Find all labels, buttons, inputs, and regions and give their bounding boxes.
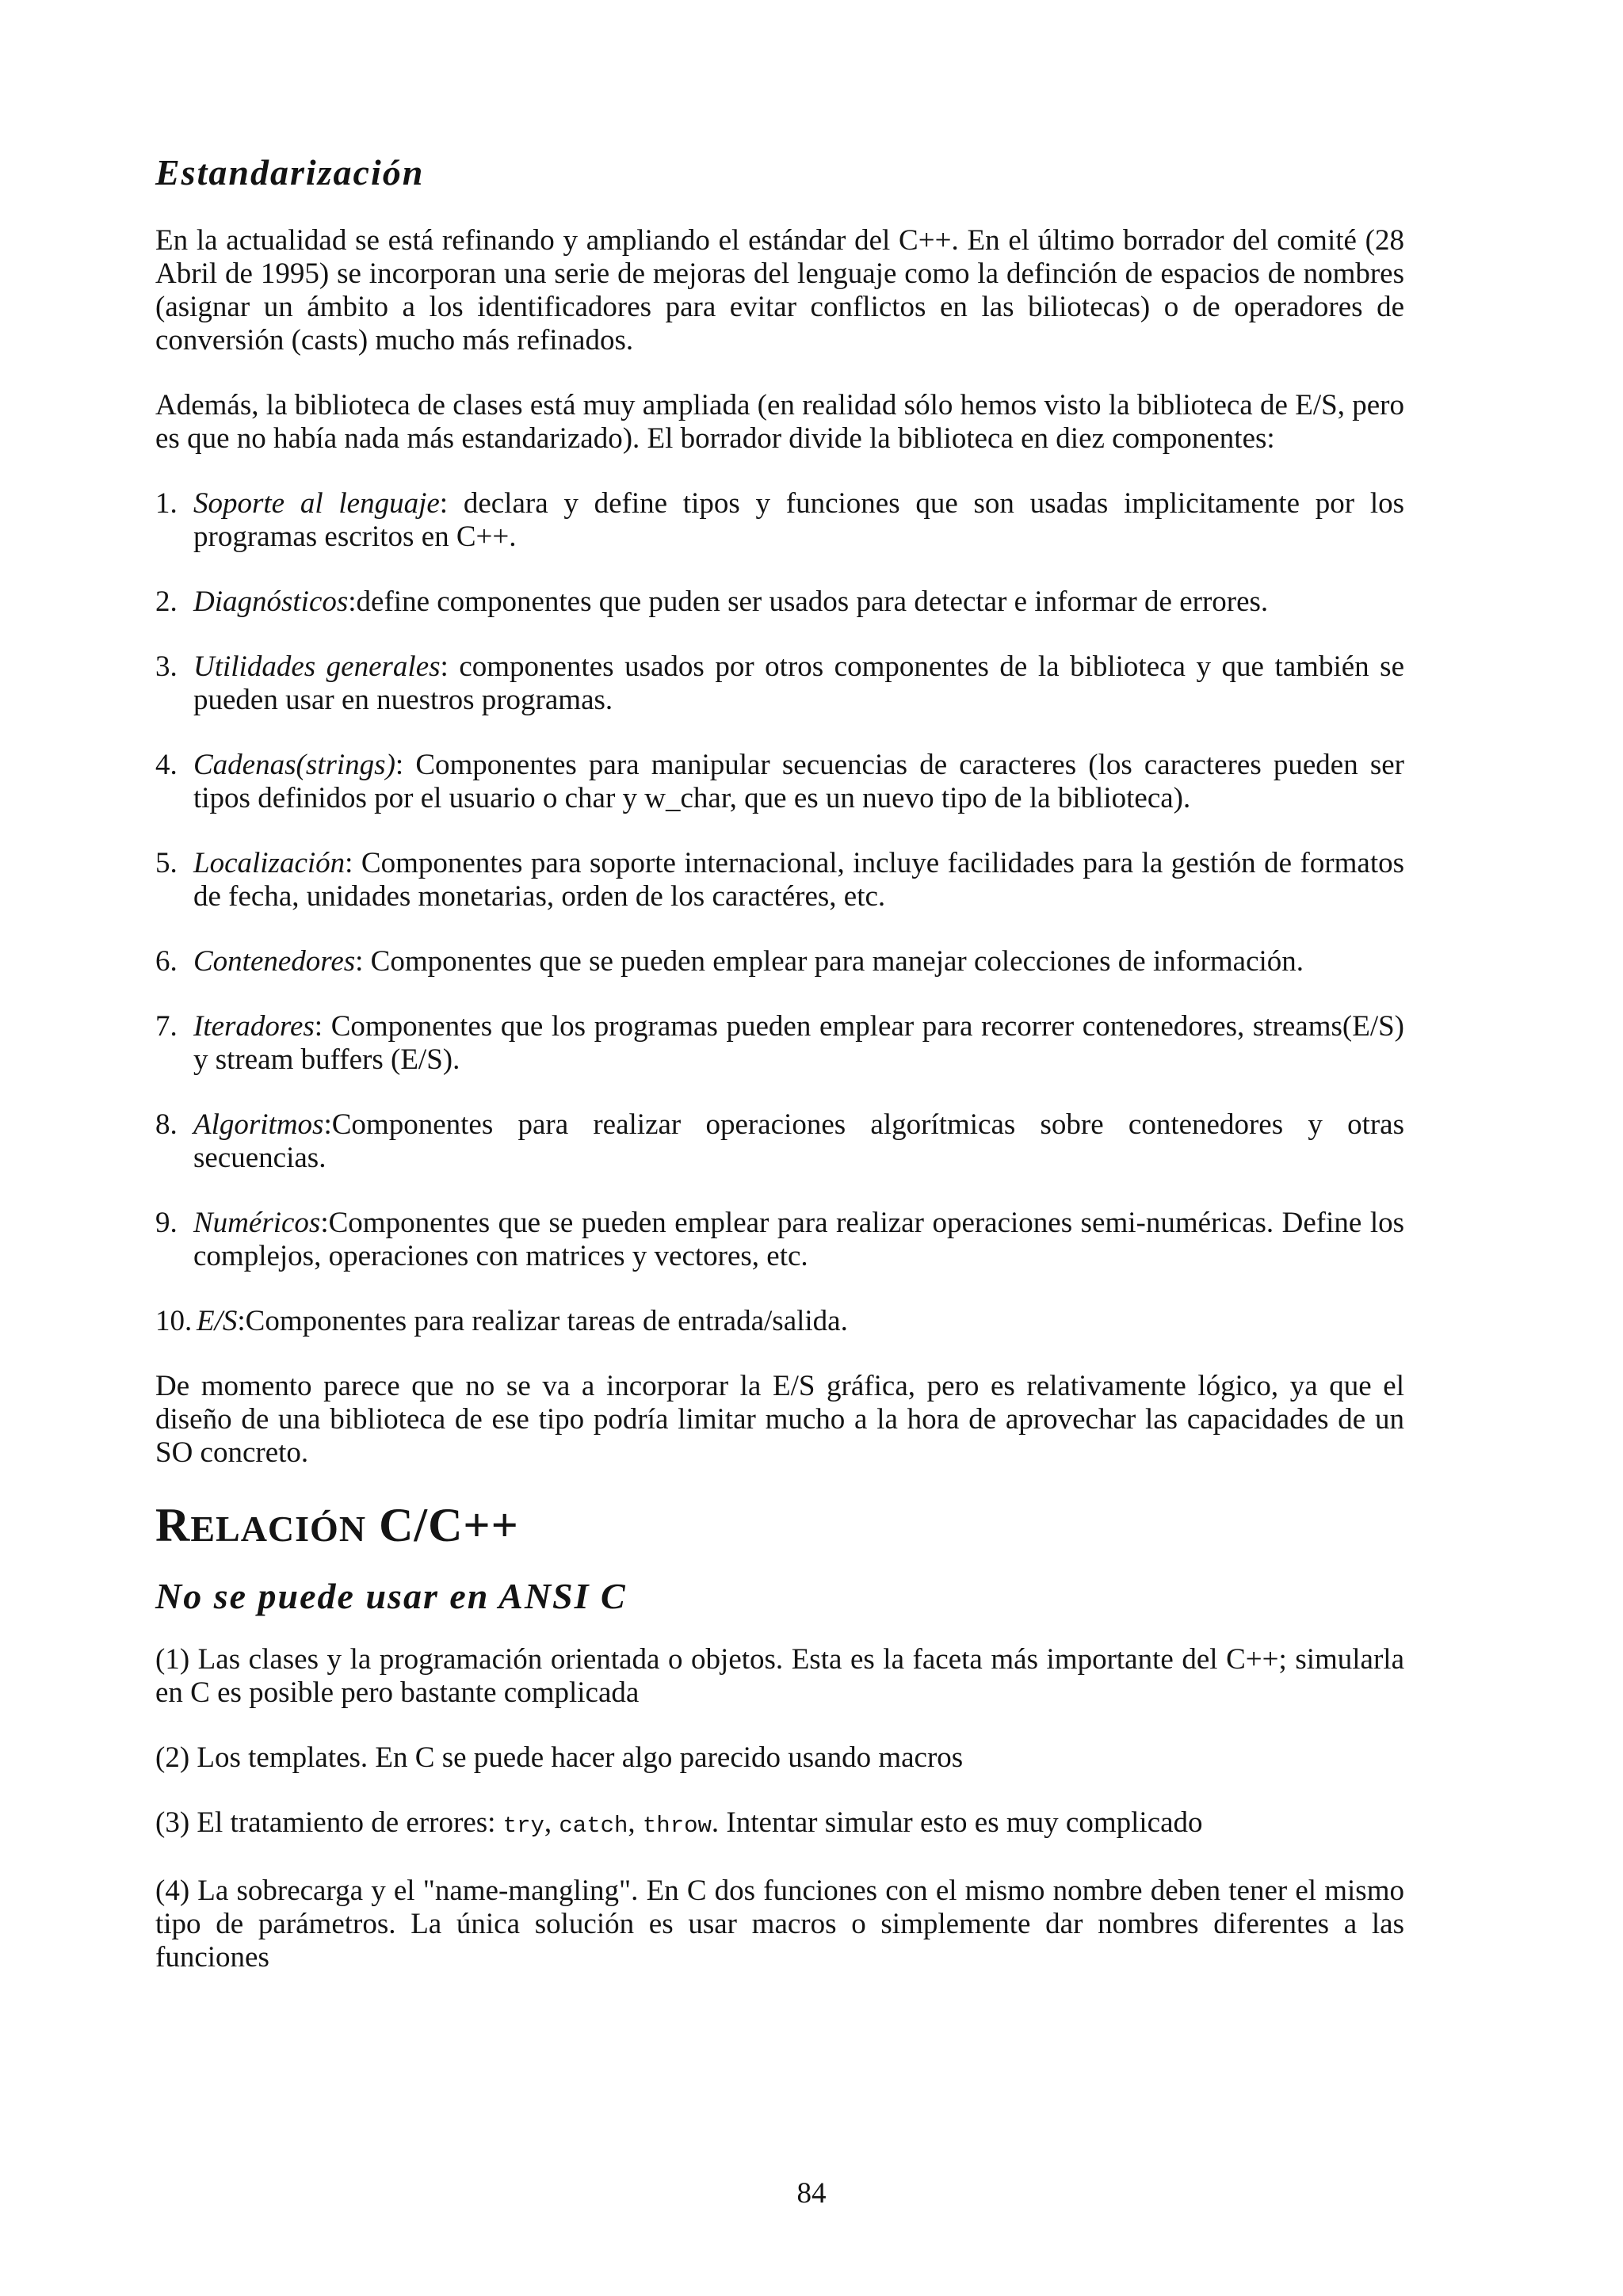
list-item-term: Soporte al lenguaje xyxy=(193,487,440,521)
list-item xyxy=(155,1207,1404,1273)
code-catch: catch xyxy=(559,1813,628,1840)
list-item-number: 10. xyxy=(155,1305,193,1338)
list-item-term: Contenedores xyxy=(193,945,356,978)
heading-estandarizacion: Estandarización xyxy=(155,152,425,193)
paragraph-estandar-intro: En la actualidad se está refinando y ampliando el estándar del C++. En el último borrador del comité (28 Abril de 1995) se incorporan una serie de mejoras del lenguaje como la definción de espacios de nombres (asignar un ámbito a los identificadores para evitar conflictos en las biliotecas) o de operadores de conversión (casts) mucho más refinados. xyxy=(155,224,1404,357)
list-item-number: 4. xyxy=(155,749,178,782)
paragraph-es-grafica: De momento parece que no se va a incorporar la E/S gráfica, pero es relativamente lógico, ya que el diseño de una biblioteca de ese tipo podría limitar mucho a la hora de aprovechar las capacidades de un SO concreto. xyxy=(155,1370,1404,1470)
list-item xyxy=(155,1010,1404,1077)
list-item-term: Diagnósticos xyxy=(193,585,349,619)
list-item-description: :Componentes que se pueden emplear para realizar operaciones semi-numéricas. Define los complejos, operaciones con matrices y vectores, etc. xyxy=(193,1207,1404,1273)
paragraph-errores xyxy=(155,1806,1404,1843)
heading-ansi-c: No se puede usar en ANSI C xyxy=(155,1576,627,1617)
list-item-term: Numéricos xyxy=(193,1207,321,1240)
list-item-number: 1. xyxy=(155,487,178,521)
list-item-description: :Componentes para realizar tareas de entrada/salida. xyxy=(237,1305,848,1338)
list-item-term: Algoritmos xyxy=(193,1108,324,1142)
list-item-description: : Componentes para manipular secuencias de caracteres (los caracteres pueden ser tipos definidos por el usuario o char y w_char, que es un nuevo tipo de la biblioteca). xyxy=(193,749,1404,815)
list-item-number: 3. xyxy=(155,650,178,684)
list-item-description: : componentes usados por otros componentes de la biblioteca y que también se pueden usar en nuestros programas. xyxy=(193,650,1404,717)
paragraph-templates: (2) Los templates. En C se puede hacer algo parecido usando macros xyxy=(155,1741,964,1775)
list-item-description: :define componentes que puden ser usados para detectar e informar de errores. xyxy=(348,585,1269,619)
list-item-text xyxy=(193,847,1404,913)
component-list xyxy=(155,487,1404,1338)
heading-relacion-rest: C/C++ xyxy=(366,1499,519,1552)
list-item-term: Localización xyxy=(193,847,346,880)
list-item-number: 5. xyxy=(155,847,178,880)
heading-relacion-initial: R xyxy=(155,1499,191,1552)
errores-text-end: . Intentar simular esto es muy complicado xyxy=(711,1806,1203,1840)
paragraph-biblioteca: Además, la biblioteca de clases está muy ampliada (en realidad sólo hemos visto la biblioteca de E/S, pero es que no había nada más estandarizado). El borrador divide la biblioteca en diez componentes: xyxy=(155,389,1404,456)
list-item-description: : Componentes que los programas pueden emplear para recorrer contenedores, streams(E/S) y stream buffers (E/S). xyxy=(193,1010,1404,1077)
list-item-description: : Componentes que se pueden emplear para manejar colecciones de información. xyxy=(355,945,1304,978)
separator: , xyxy=(544,1806,559,1840)
paragraph-sobrecarga: (4) La sobrecarga y el "name-mangling". En C dos funciones con el mismo nombre deben tener el mismo tipo de parámetros. La única solución es usar macros o simplemente dar nombres diferentes a las funciones xyxy=(155,1875,1404,1974)
list-item-number: 2. xyxy=(155,585,178,619)
list-item-term: Utilidades generales xyxy=(193,650,441,684)
list-item xyxy=(155,650,1404,717)
list-item xyxy=(155,487,1404,554)
list-item-number: 8. xyxy=(155,1108,178,1142)
list-item-number: 9. xyxy=(155,1207,178,1240)
list-item-text xyxy=(193,1010,1404,1077)
list-item-number: 7. xyxy=(155,1010,178,1043)
list-item-term: Iteradores xyxy=(193,1010,315,1043)
list-item-number: 6. xyxy=(155,945,178,978)
list-item-term: Cadenas(strings) xyxy=(193,749,395,782)
list-item xyxy=(155,945,1404,978)
separator: , xyxy=(628,1806,643,1840)
code-throw: throw xyxy=(642,1813,712,1840)
errores-text-start: (3) El tratamiento de errores: xyxy=(155,1806,503,1840)
list-item-text xyxy=(193,650,1404,717)
paragraph-clases: (1) Las clases y la programación orientada o objetos. Esta es la faceta más importante del C++; simularla en C es posible pero bastante complicada xyxy=(155,1643,1404,1710)
page-content xyxy=(155,151,1404,1974)
list-item xyxy=(155,1108,1404,1175)
list-item-text xyxy=(193,945,1404,978)
heading-relacion-smallcaps: ELACIÓN xyxy=(190,1508,367,1550)
list-item-description: : Componentes para soporte internacional, incluye facilidades para la gestión de formatos de fecha, unidades monetarias, orden de los caractéres, etc. xyxy=(193,847,1404,913)
list-item-text xyxy=(193,487,1404,554)
list-item-text xyxy=(193,1207,1404,1273)
list-item-description: :Componentes para realizar operaciones algorítmicas sobre contenedores y otras secuencias. xyxy=(193,1108,1404,1175)
list-item-text xyxy=(193,585,1404,619)
list-item-description: : declara y define tipos y funciones que son usadas implicitamente por los programas escritos en C++. xyxy=(193,487,1404,554)
heading-relacion xyxy=(155,1497,1404,1554)
code-try: try xyxy=(502,1813,544,1840)
list-item-text xyxy=(197,1305,1404,1338)
list-item-term: E/S xyxy=(197,1305,238,1338)
list-item xyxy=(155,749,1404,815)
list-item-text xyxy=(193,1108,1404,1175)
list-item xyxy=(155,847,1404,913)
list-item xyxy=(155,1305,1404,1338)
list-item-text xyxy=(193,749,1404,815)
page-number: 84 xyxy=(796,2177,827,2210)
list-item xyxy=(155,585,1404,619)
